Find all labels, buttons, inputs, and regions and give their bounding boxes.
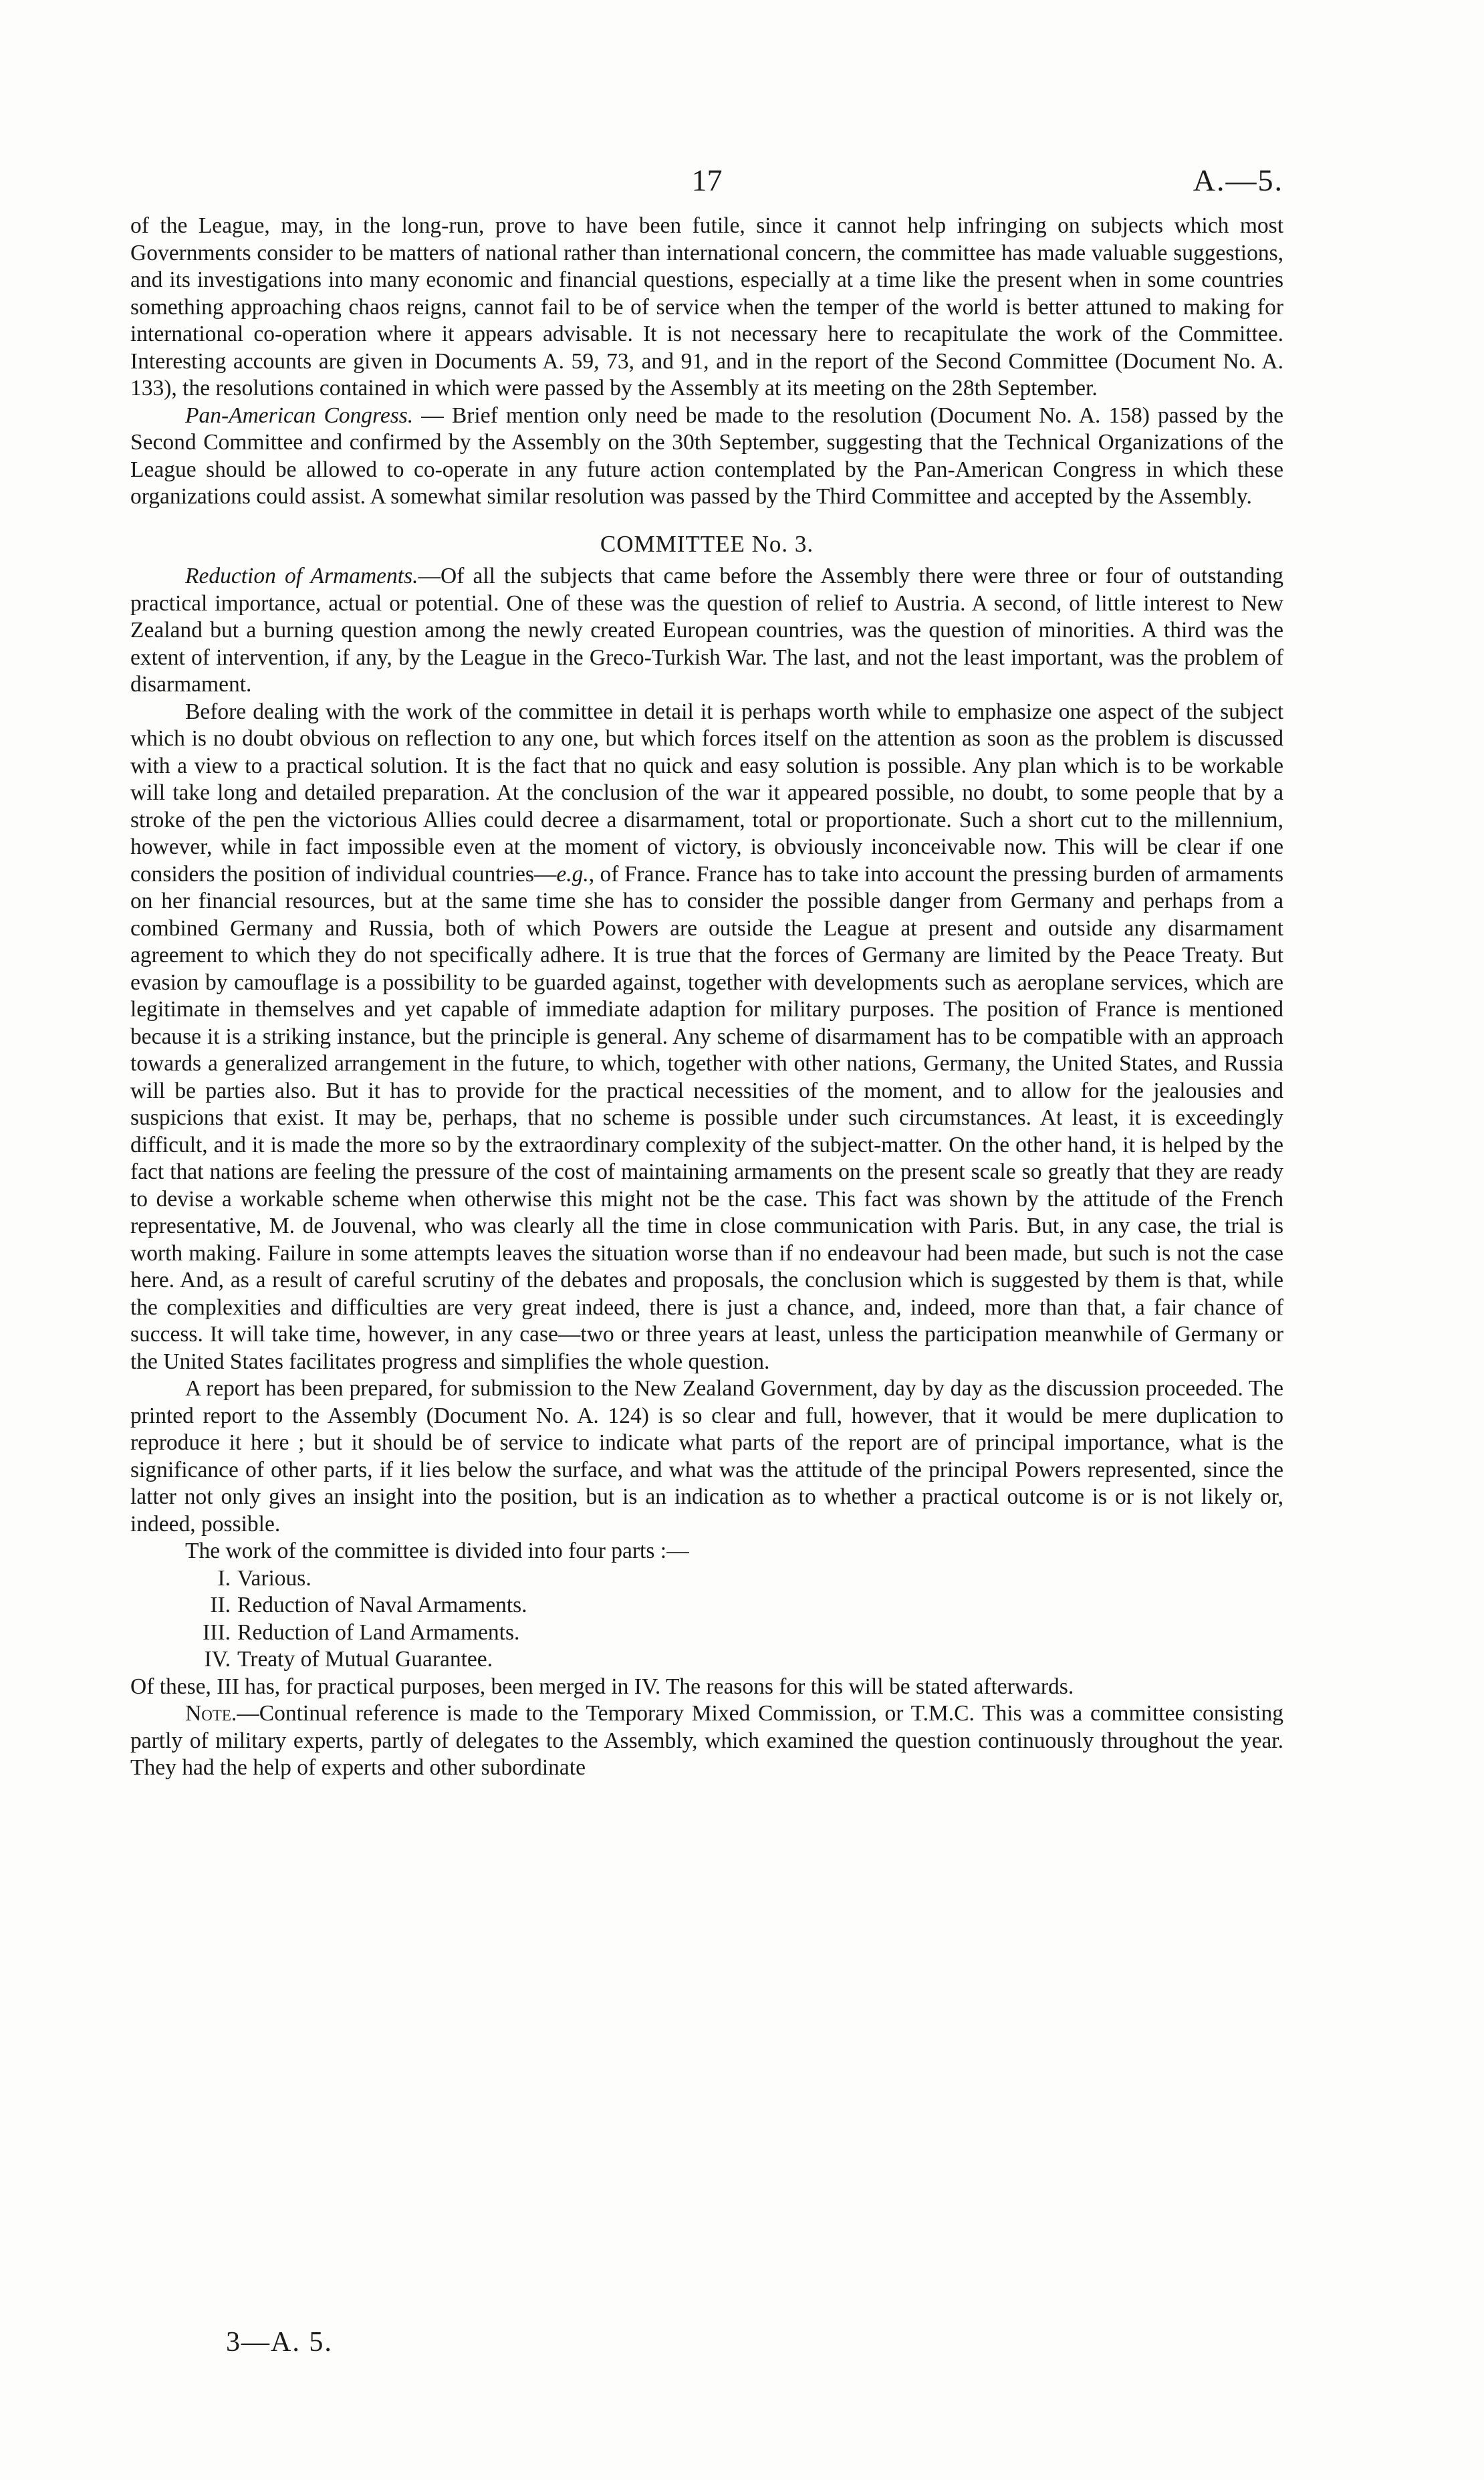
list-item-text: Reduction of Land Armaments. <box>237 1619 520 1645</box>
paragraph-text: —Continual reference is made to the Temporary Mixed Commission, or T.M.C. This was a committee consisting partly of military experts, partly of delegates to the Assembly, which examined the question continuously throughout the year. They had the help of experts and other subordinate <box>130 1701 1283 1780</box>
run-in-heading: Reduction of Armaments. <box>185 564 418 588</box>
paragraph-text: Before dealing with the work of the committee in detail it is perhaps worth while to emphasize one aspect of the subject which is no doubt obvious on reflection to any one, but which forces itself on the attention as soon as the problem is discussed with a view to a practical solution. It is the fact that no quick and easy solution is possible. Any plan which is to be workable will take long and detailed preparation. At the conclusion of the war it appeared possible, no doubt, to some people that by a stroke of the pen the victorious Allies could decree a disarmament, total or proportionate. Such a short cut to the millennium, however, while in fact impossible even at the moment of victory, is obviously inconceivable now. This will be clear if one considers the position of individual countries— <box>130 699 1283 887</box>
body-text <box>130 213 1283 1782</box>
paragraph-before-dealing <box>130 699 1283 1376</box>
list-item-number: I. <box>217 1565 231 1591</box>
list-item-text: Treaty of Mutual Guarantee. <box>237 1647 493 1672</box>
list-item-number: III. <box>203 1619 231 1645</box>
list-item <box>130 1646 1283 1674</box>
paragraph-work-divided: The work of the committee is divided into four parts :— <box>185 1539 689 1563</box>
paragraph-reduction-of-armaments <box>130 563 1283 699</box>
list-item-text: Reduction of Naval Armaments. <box>237 1593 527 1617</box>
list-item-number: II. <box>210 1593 231 1617</box>
paragraph-continued: of the League, may, in the long-run, prove to have been futile, since it cannot help infringing on subjects which most Governments consider to be matters of national rather than international concern, the committee has made valuable suggestions, and its investigations into many economic and financial questions, especially at a time like the present when in some countries something approaching chaos reigns, cannot fail to be of service when the temper of the world is better attuned to making for international co-operation where it appears advisable. It is not necessary here to recapitulate the work of the Committee. Interesting accounts are given in Documents A. 59, 73, and 91, and in the report of the Second Committee (Document No. A. 133), the resolutions contained in which were passed by the Assembly at its meeting on the 28th September. <box>130 213 1283 401</box>
printer-signature: 3—A. 5. <box>226 2327 333 2358</box>
run-in-heading: Pan-American Congress. <box>185 403 414 428</box>
list-item <box>130 1592 1283 1619</box>
list-item-text: Various. <box>237 1565 312 1591</box>
paragraph-text: —Of all the subjects that came before the Assembly there were three or four of outstanding practical importance, actual or potential. One of these was the question of relief to Austria. A second, of little interest to New Zealand but a burning question among the newly created European countries, was the question of minorities. A third was the extent of intervention, if any, by the League in the Greco-Turkish War. The last, and not the least important, was the problem of disarmament. <box>130 564 1283 697</box>
paragraph-text: — Brief mention only need be made to the resolution (Document No. A. 158) passed by the Second Committee and confirmed by the Assembly on the 30th September, suggesting that the Technical Organizations of the League should be allowed to co-operate in any future action contemplated by the Pan-American Congress in which these organizations could assist. A somewhat similar resolution was passed by the Third Committee and accepted by the Assembly. <box>130 403 1284 509</box>
paragraph-report-prepared: A report has been prepared, for submission to the New Zealand Government, day by day as the discussion proceeded. The printed report to the Assembly (Document No. A. 124) is so clear and full, however, that it would be mere duplication to reproduce it here ; but it should be of service to indicate what parts of the report are of principal importance, what is the significance of other parts, if it lies below the surface, and what was the attitude of the principal Powers represented, since the latter not only gives an insight into the position, but is an indication as to whether a practical outcome is or is not likely or, indeed, possible. <box>130 1376 1283 1537</box>
page-number: 17 <box>691 163 723 197</box>
list-item-number: IV. <box>204 1647 231 1672</box>
paragraph-text: , of France. France has to take into account the pressing burden of armaments on her financial resources, but at the same time she has to consider the possible danger from Germany and perhaps from a combined Germany and Russia, both of which Powers are outside the League at present and outside any disarmament agreement to which they do not specifically adhere. It is true that the forces of Germany are limited by the Peace Treaty. But evasion by camouflage is a possibility to be guarded against, together with developments such as aeroplane services, which are legitimate in themselves and yet capable of immediate adaption for military purposes. The position of France is mentioned because it is a striking instance, but the principle is general. Any scheme of disarmament has to be compatible with an approach towards a generalized arrangement in the future, to which, together with other nations, Germany, the United States, and Russia will be parties also. But it has to provide for the practical necessities of the moment, and to allow for the jealousies and suspicions that exist. It may be, perhaps, that no scheme is possible under such circumstances. At least, it is exceedingly difficult, and it is made the more so by the extraordinary complexity of the subject-matter. On the other hand, it is helped by the fact that nations are feeling the pressure of the cost of maintaining armaments on the present scale so greatly that they are ready to devise a workable scheme when otherwise this might not be the case. This fact was shown by the attitude of the French representative, M. de Jouvenal, who was clearly all the time in close communication with Paris. But, in any case, the trial is worth making. Failure in some attempts leaves the situation worse than if no endeavour had been made, but such is not the case here. And, as a result of careful scrutiny of the debates and proposals, the conclusion which is suggested by them is that, while the complexities and difficulties are very great indeed, there is just a chance, and, indeed, more than that, a fair chance of success. It will take time, however, in any case—two or three years at least, unless the participation meanwhile of Germany or the United States facilitates progress and simplifies the whole question. <box>130 861 1283 1374</box>
page-header <box>130 160 1283 207</box>
italic-eg: e.g. <box>556 861 589 887</box>
list-item <box>130 1565 1283 1593</box>
paragraph-of-these: Of these, III has, for practical purposes, been merged in IV. The reasons for this will be stated afterwards. <box>130 1674 1074 1699</box>
note-label: Note. <box>185 1701 237 1726</box>
parts-list <box>130 1565 1283 1674</box>
paragraph-note <box>130 1700 1283 1782</box>
document-reference: A.—5. <box>1193 163 1283 197</box>
paragraph-pan-american-congress <box>130 403 1283 511</box>
section-heading: COMMITTEE No. 3. <box>600 530 814 557</box>
list-item <box>130 1619 1283 1647</box>
